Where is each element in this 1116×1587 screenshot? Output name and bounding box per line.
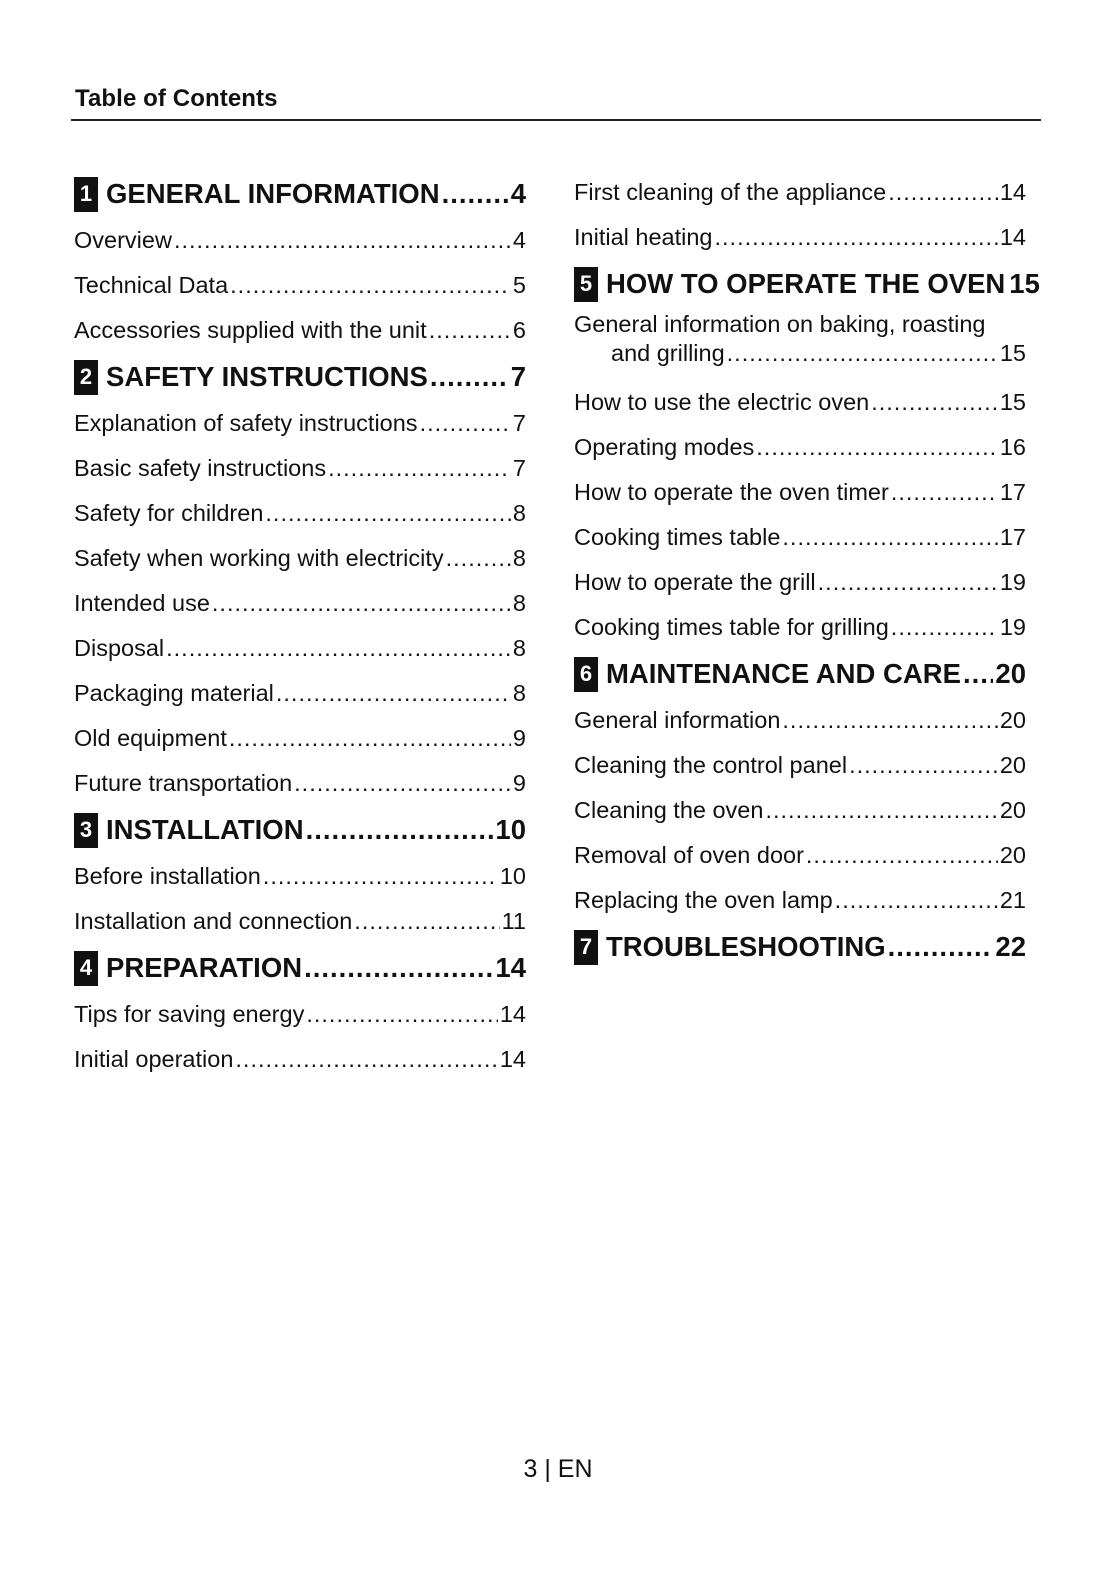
dot-leader <box>174 218 511 263</box>
header-divider <box>71 119 1041 121</box>
dot-leader <box>304 952 493 984</box>
entry-title: Intended use <box>74 590 210 616</box>
entry-title: Before installation <box>74 863 261 889</box>
entry-page-number: 15 <box>999 340 1026 366</box>
toc-section-heading[interactable] <box>74 808 526 852</box>
toc-entry[interactable] <box>574 605 1026 650</box>
entry-title: Future transportation <box>74 770 293 796</box>
dot-leader <box>328 446 511 491</box>
section-title: INSTALLATION <box>106 814 304 845</box>
toc-entry[interactable] <box>74 854 526 899</box>
entry-title-line2: and grilling <box>611 340 725 366</box>
dot-leader <box>765 788 997 833</box>
dot-leader <box>354 899 499 944</box>
entry-title: How to operate the oven timer <box>574 479 889 505</box>
page-number: 3 | EN <box>523 1455 593 1483</box>
dot-leader <box>166 626 511 671</box>
toc-entry[interactable] <box>74 263 526 308</box>
section-number-badge: 4 <box>74 951 98 986</box>
section-page-number: 20 <box>995 658 1026 689</box>
entry-title: Operating modes <box>574 434 755 460</box>
entry-page-number: 14 <box>999 179 1026 205</box>
entry-page-number: 8 <box>512 590 526 616</box>
entry-title: Cleaning the control panel <box>574 752 848 778</box>
entry-title: Tips for saving energy <box>74 1001 305 1027</box>
toc-entry[interactable] <box>574 308 1026 380</box>
entry-page-number: 20 <box>999 797 1026 823</box>
section-number-badge: 5 <box>574 267 598 302</box>
toc-section-heading[interactable] <box>74 355 526 399</box>
entry-page-number: 5 <box>512 272 526 298</box>
entry-title: How to operate the grill <box>574 569 816 595</box>
section-number-badge: 2 <box>74 360 98 395</box>
entry-title: Initial heating <box>574 224 713 250</box>
toc-entry[interactable] <box>74 671 526 716</box>
toc-entry[interactable] <box>574 170 1026 215</box>
dot-leader <box>235 1037 497 1082</box>
entry-page-number: 19 <box>999 614 1026 640</box>
entry-title: Technical Data <box>74 272 229 298</box>
page-title: Table of Contents <box>75 85 278 112</box>
section-number-badge: 7 <box>574 930 598 965</box>
entry-page-number: 4 <box>512 227 526 253</box>
entry-title: Disposal <box>74 635 165 661</box>
dot-leader <box>849 743 998 788</box>
entry-page-number: 11 <box>501 908 526 934</box>
entry-page-number: 14 <box>999 224 1026 250</box>
entry-title: Old equipment <box>74 725 227 751</box>
entry-title: Accessories supplied with the unit <box>74 317 427 343</box>
toc-section-heading[interactable] <box>574 652 1026 696</box>
entry-page-number: 20 <box>999 842 1026 868</box>
entry-title: How to use the electric oven <box>574 389 870 415</box>
entry-title: Packaging material <box>74 680 274 706</box>
entry-page-number: 6 <box>512 317 526 343</box>
toc-entry[interactable] <box>74 308 526 353</box>
section-number-badge: 6 <box>574 657 598 692</box>
section-title: SAFETY INSTRUCTIONS <box>106 361 428 392</box>
entry-title-continuation <box>574 339 1026 368</box>
entry-page-number: 19 <box>999 569 1026 595</box>
dot-leader <box>265 491 511 536</box>
toc-entry[interactable] <box>574 380 1026 425</box>
toc-entry[interactable] <box>74 626 526 671</box>
entry-title: Initial operation <box>74 1046 234 1072</box>
toc-section-heading[interactable] <box>74 946 526 990</box>
dot-leader <box>306 992 498 1037</box>
entry-page-number: 21 <box>999 887 1026 913</box>
toc-entry[interactable] <box>74 401 526 446</box>
entry-title: General information <box>574 707 781 733</box>
dot-leader <box>891 605 998 650</box>
section-title: GENERAL INFORMATION <box>106 178 440 209</box>
entry-page-number: 10 <box>499 863 526 889</box>
toc-entry[interactable] <box>574 878 1026 923</box>
dot-leader <box>888 931 994 963</box>
entry-page-number: 8 <box>512 500 526 526</box>
toc-entry[interactable] <box>574 470 1026 515</box>
dot-leader <box>871 380 998 425</box>
entry-page-number: 17 <box>999 479 1026 505</box>
dot-leader <box>818 560 998 605</box>
toc-entry[interactable] <box>574 515 1026 560</box>
toc-entry[interactable] <box>574 425 1026 470</box>
entry-page-number: 20 <box>999 707 1026 733</box>
entry-page-number: 7 <box>512 455 526 481</box>
section-page-number: 7 <box>510 361 526 392</box>
entry-page-number: 8 <box>512 545 526 571</box>
toc-entry[interactable] <box>574 698 1026 743</box>
section-title: HOW TO OPERATE THE OVEN <box>606 268 1006 299</box>
toc-section-heading[interactable] <box>574 262 1040 306</box>
dot-leader <box>782 515 997 560</box>
dot-leader <box>963 658 993 690</box>
section-number-badge: 1 <box>74 177 98 212</box>
entry-page-number: 9 <box>512 725 526 751</box>
dot-leader <box>806 833 998 878</box>
toc-entry[interactable] <box>574 788 1026 833</box>
entry-title: Cooking times table for grilling <box>574 614 889 640</box>
section-page-number: 15 <box>1009 268 1040 299</box>
section-title: TROUBLESHOOTING <box>606 931 886 962</box>
section-title: PREPARATION <box>106 952 303 983</box>
entry-page-number: 20 <box>999 752 1026 778</box>
dot-leader <box>429 308 511 353</box>
entry-page-number: 7 <box>512 410 526 436</box>
entry-page-number: 14 <box>499 1046 526 1072</box>
toc-entry[interactable] <box>74 899 526 944</box>
entry-title: First cleaning of the appliance <box>574 179 887 205</box>
dot-leader <box>715 215 998 260</box>
entry-title: Overview <box>74 227 172 253</box>
toc-entry[interactable] <box>574 833 1026 878</box>
entry-title: Basic safety instructions <box>74 455 327 481</box>
toc-entry[interactable] <box>574 560 1026 605</box>
dot-leader <box>276 671 511 716</box>
entry-page-number: 17 <box>999 524 1026 550</box>
dot-leader <box>446 536 511 581</box>
toc-entry[interactable] <box>74 761 526 806</box>
dot-leader <box>230 263 511 308</box>
dot-leader <box>835 878 998 923</box>
toc-right-column <box>574 170 1040 971</box>
entry-page-number: 8 <box>512 635 526 661</box>
entry-title: Cleaning the oven <box>574 797 764 823</box>
entry-title: Safety for children <box>74 500 264 526</box>
toc-entry[interactable] <box>74 992 526 1037</box>
entry-page-number: 16 <box>999 434 1026 460</box>
section-title: MAINTENANCE AND CARE <box>606 658 961 689</box>
section-page-number: 14 <box>495 952 526 983</box>
entry-page-number: 15 <box>999 389 1026 415</box>
dot-leader <box>229 716 511 761</box>
dot-leader <box>294 761 511 806</box>
toc-entry[interactable] <box>74 716 526 761</box>
section-page-number: 4 <box>510 178 526 209</box>
dot-leader <box>430 361 509 393</box>
dot-leader <box>756 425 998 470</box>
entry-title: Removal of oven door <box>574 842 804 868</box>
toc-entry[interactable] <box>74 446 526 491</box>
dot-leader <box>891 470 998 515</box>
entry-title: Installation and connection <box>74 908 353 934</box>
entry-title: Safety when working with electricity <box>74 545 444 571</box>
toc-entry[interactable] <box>74 491 526 536</box>
toc-entry[interactable] <box>574 743 1026 788</box>
entry-page-number: 14 <box>499 1001 526 1027</box>
toc-entry[interactable] <box>74 1037 526 1082</box>
toc-entry[interactable] <box>574 215 1026 260</box>
entry-page-number: 8 <box>512 680 526 706</box>
toc-section-heading[interactable] <box>574 925 1026 969</box>
dot-leader <box>888 170 998 215</box>
toc-left-column <box>74 170 526 1082</box>
dot-leader <box>263 854 498 899</box>
toc-entry[interactable] <box>74 536 526 581</box>
toc-entry[interactable] <box>74 218 526 263</box>
entry-page-number: 9 <box>512 770 526 796</box>
entry-title: Replacing the oven lamp <box>574 887 833 913</box>
section-number-badge: 3 <box>74 813 98 848</box>
dot-leader <box>782 698 997 743</box>
dot-leader <box>442 178 509 210</box>
toc-entry[interactable] <box>74 581 526 626</box>
dot-leader <box>727 339 998 368</box>
dot-leader <box>420 401 511 446</box>
section-page-number: 22 <box>995 931 1026 962</box>
entry-title: Explanation of safety instructions <box>74 410 418 436</box>
entry-title: General information on baking, roasting <box>574 311 986 337</box>
section-page-number: 10 <box>495 814 526 845</box>
dot-leader <box>212 581 511 626</box>
entry-title: Cooking times table <box>574 524 781 550</box>
dot-leader <box>306 814 494 846</box>
toc-section-heading[interactable] <box>74 172 526 216</box>
